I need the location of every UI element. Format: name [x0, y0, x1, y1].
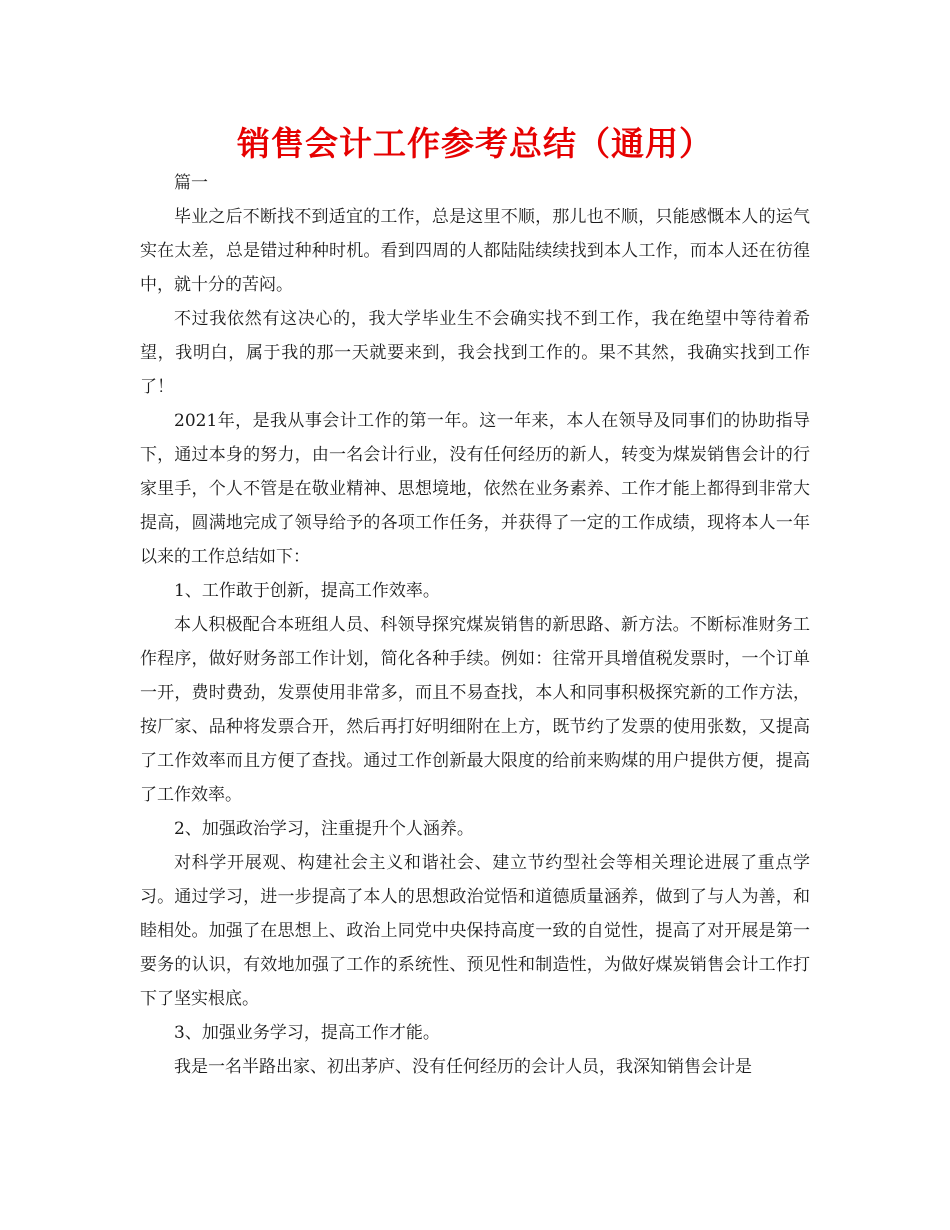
section-heading: 3、加强业务学习，提高工作才能。: [174, 1023, 440, 1043]
body-paragraph: 不过我依然有这决心的，我大学毕业生不会确实找不到工作，我在绝望中等待着希望，我明白，属于我的那一天就要来到，我会找到工作的。果不其然，我确实找到工作了！: [140, 309, 810, 397]
body-paragraph: 2021年，是我从事会计工作的第一年。这一年来，本人在领导及同事们的协助指导下，通过本身的努力，由一名会计行业，没有任何经历的新人，转变为煤炭销售会计的行家里手，个人不管是在敬业精神、思想境地，依然在业务素养、工作才能上都得到非常大提高，圆满地完成了领导给予的各项工作任务，并获得了一定的工作成绩，现将本人一年以来的工作总结如下：: [140, 411, 810, 567]
section-label: 篇一: [174, 173, 208, 193]
body-paragraph: 我是一名半路出家、初出茅庐、没有任何经历的会计人员，我深知销售会计是: [174, 1057, 752, 1077]
section-heading: 1、工作敢于创新，提高工作效率。: [174, 581, 440, 601]
document-body: [140, 166, 810, 1084]
body-paragraph: 本人积极配合本班组人员、科领导探究煤炭销售的新思路、新方法。不断标准财务工作程序，做好财务部工作计划，简化各种手续。例如：往常开具增值税发票时，一个订单一开，费时费劲，发票使用非常多，而且不易查找，本人和同事积极探究新的工作方法，按厂家、品种将发票合开，然后再打好明细附在上方，既节约了发票的使用张数，又提高了工作效率而且方便了查找。通过工作创新最大限度的给前来购煤的用户提供方便，提高了工作效率。: [140, 615, 810, 805]
body-paragraph: 毕业之后不断找不到适宜的工作，总是这里不顺，那儿也不顺，只能感慨本人的运气实在太差，总是错过种种时机。看到四周的人都陆陆续续找到本人工作，而本人还在彷徨中，就十分的苦闷。: [140, 207, 810, 295]
body-paragraph: 对科学开展观、构建社会主义和谐社会、建立节约型社会等相关理论进展了重点学习。通过学习，进一步提高了本人的思想政治觉悟和道德质量涵养，做到了与人为善，和睦相处。加强了在思想上、政治上同党中央保持高度一致的自觉性，提高了对开展是第一要务的认识，有效地加强了工作的系统性、预见性和制造性，为做好煤炭销售会计工作打下了坚实根底。: [140, 853, 810, 1009]
section-heading: 2、加强政治学习，注重提升个人涵养。: [174, 819, 474, 839]
document-title: 销售会计工作参考总结（通用）: [237, 124, 713, 163]
